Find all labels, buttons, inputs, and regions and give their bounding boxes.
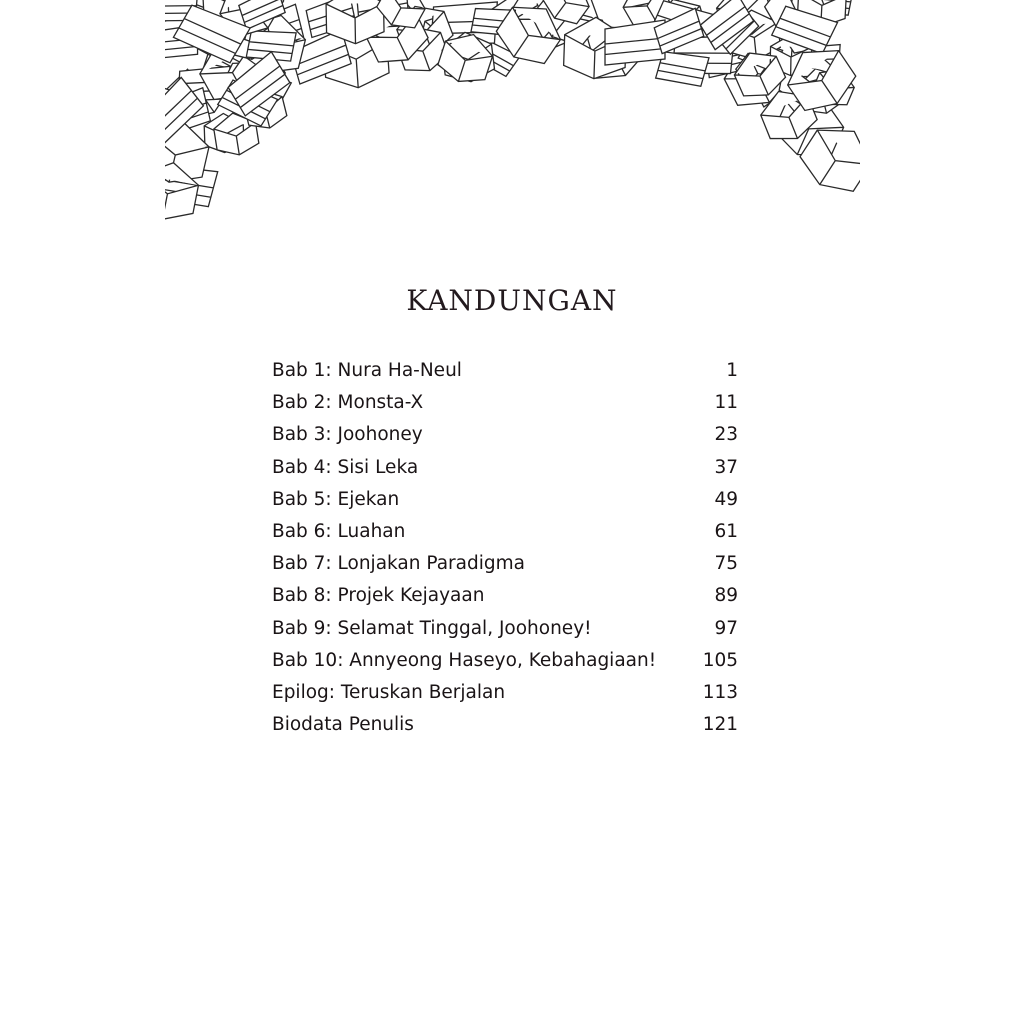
toc-entry-label: Bab 2: Monsta-X — [272, 392, 424, 414]
toc-entry-label: Bab 4: Sisi Leka — [272, 456, 419, 478]
toc-entry-label: Biodata Penulis — [272, 714, 414, 736]
toc-entry-page: 121 — [702, 714, 738, 736]
toc-entry-page: 23 — [714, 424, 738, 446]
toc-entry-page: 61 — [714, 520, 738, 542]
toc-entry-label: Bab 7: Lonjakan Paradigma — [272, 553, 525, 575]
toc-entry-label: Epilog: Teruskan Berjalan — [272, 681, 506, 703]
toc-entry — [272, 646, 738, 678]
toc-entry-page: 89 — [714, 585, 738, 607]
toc-entry — [272, 581, 738, 613]
toc-entry — [272, 549, 738, 581]
table-of-contents — [272, 356, 738, 742]
toc-entry-label: Bab 3: Joohoney — [272, 424, 423, 446]
toc-entry-page: 49 — [714, 488, 738, 510]
toc-entry — [272, 453, 738, 485]
toc-entry — [272, 356, 738, 388]
toc-entry — [272, 517, 738, 549]
toc-entry-page: 75 — [714, 553, 738, 575]
toc-entry — [272, 678, 738, 710]
toc-entry-label: Bab 9: Selamat Tinggal, Joohoney! — [272, 617, 592, 639]
toc-entry-label: Bab 1: Nura Ha-Neul — [272, 360, 462, 381]
toc-entry-label: Bab 10: Annyeong Haseyo, Kebahagiaan! — [272, 649, 657, 671]
toc-entry-page: 1 — [726, 360, 738, 381]
toc-entry — [272, 710, 738, 742]
toc-entry — [272, 614, 738, 646]
toc-entry-label: Bab 6: Luahan — [272, 520, 406, 542]
page-title: KANDUNGAN — [406, 284, 618, 317]
toc-entry — [272, 420, 738, 452]
toc-entry-label: Bab 8: Projek Kejayaan — [272, 585, 485, 607]
toc-entry-label: Bab 5: Ejekan — [272, 488, 400, 510]
toc-entry-page: 105 — [702, 649, 738, 671]
toc-entry-page: 97 — [714, 617, 738, 639]
toc-entry — [272, 485, 738, 517]
toc-entry-page: 113 — [702, 681, 738, 703]
toc-entry — [272, 388, 738, 420]
toc-entry-page: 37 — [714, 456, 738, 478]
toc-entry-page: 11 — [714, 392, 738, 414]
